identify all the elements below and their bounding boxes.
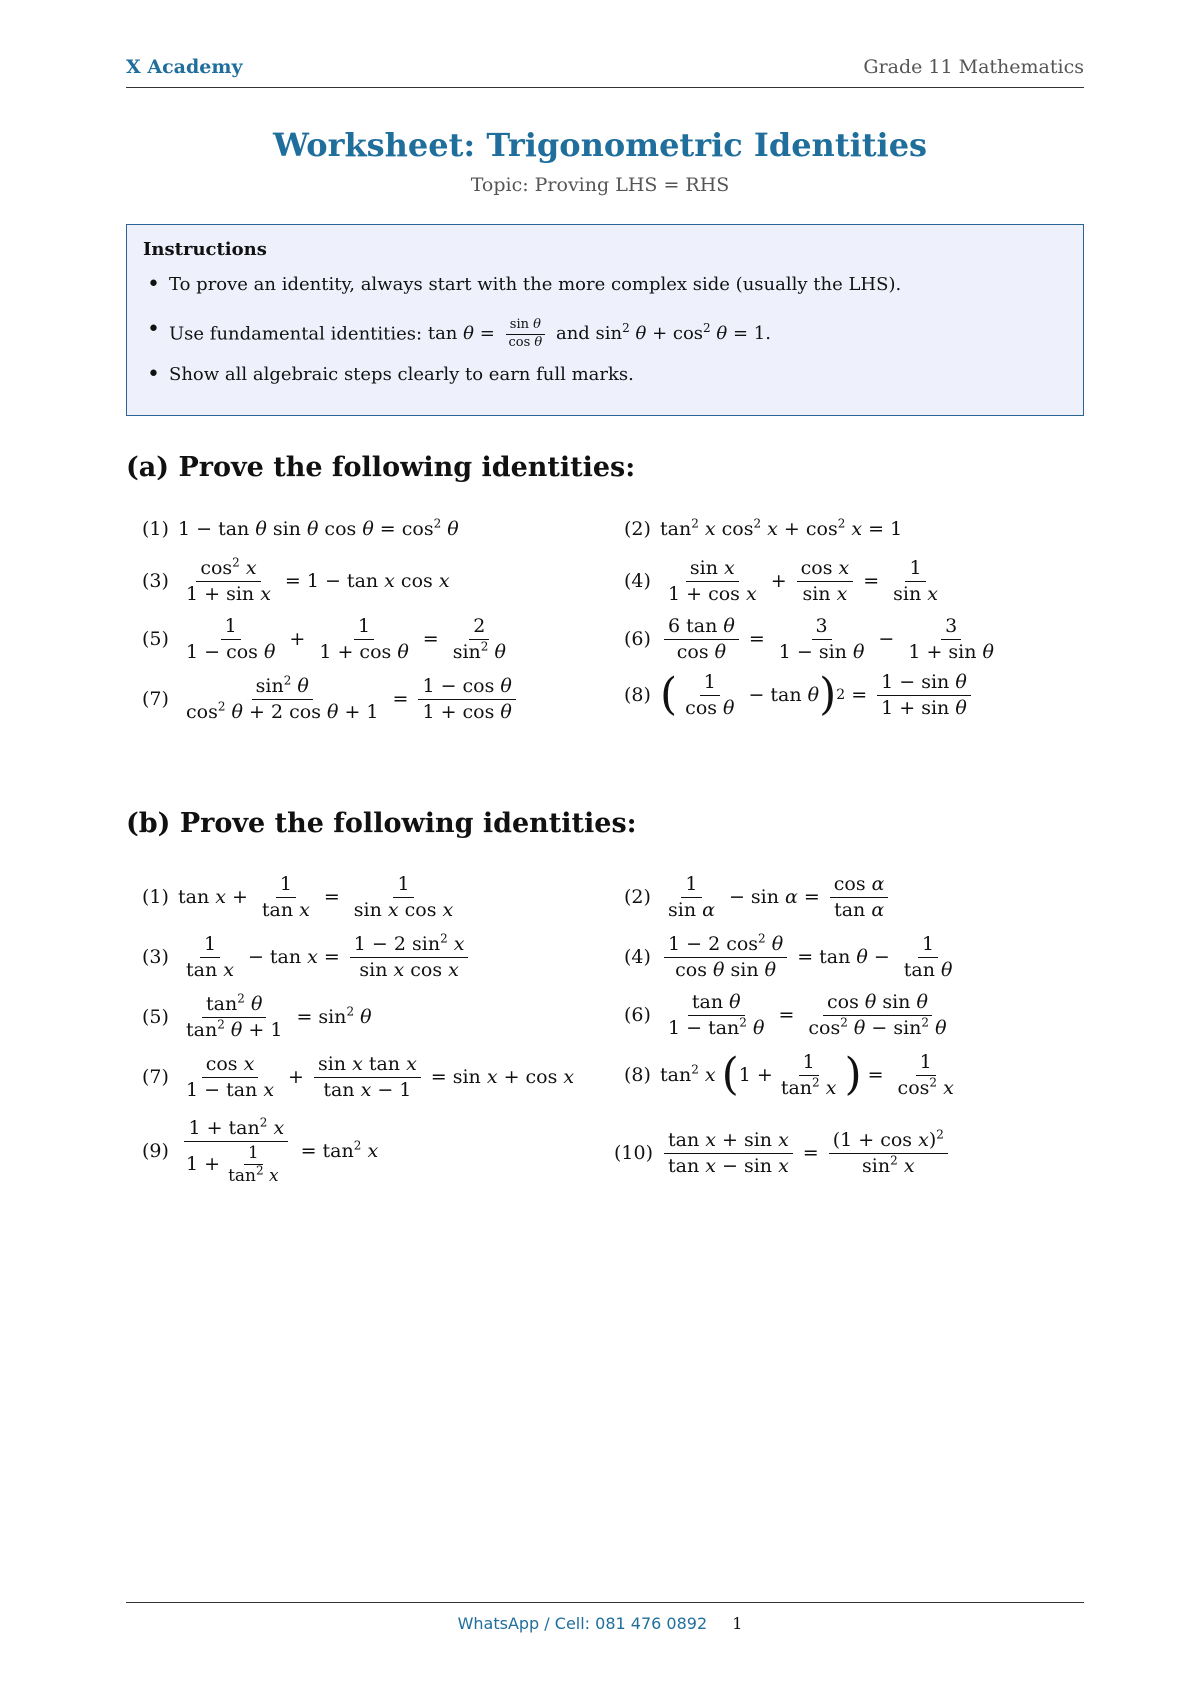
instructions-list [143,272,1067,407]
instruction-item [143,317,1067,362]
worksheet-title: Worksheet: Trigonometric Identities [272,126,928,164]
contact-info: WhatsApp / Cell: 081 476 0892 [457,1614,708,1633]
instruction-item: • To prove an identity, always start with the more complex side (usually the LHS). [143,272,1067,317]
section-b-title: (b) Prove the following identities: [126,808,637,839]
page-header [126,56,1084,88]
problem-a3: (3) $\frac{\cos^2 x}{\text{1 + sin x}}$ = 1 − tan x cos x [142,555,450,605]
problem-b1: (1) tan x + $\frac{1}{\text{tan x}}$ = $\frac{1}{\text{sin x cos x}}$ [142,873,454,921]
problem-b8: (8) $\tan^2 x$ ( 1 + $\frac{1}{\tan^2 x}$ ) = $\frac{1}{\cos^2 x}$ [624,1049,954,1101]
problem-b9: (9) $1 + \tan^2 x$ 1 + $\frac{1}{\tan^2 x}$ = $\tan^2 x$ [142,1115,379,1186]
problem-b5: (5) $\frac{\tan^2 \theta}{\tan^2 \theta + 1}$ = $\sin^2 \theta$ [142,991,372,1041]
instructions-box [126,224,1084,416]
problem-a4: (4) $\frac{\text{sin x}}{\text{1 + cos x}}$ + $\frac{\text{cos x}}{\text{sin x}}$ = $\frac{1}{\text{sin x}}$ [624,557,938,605]
instruction-item: • Show all algebraic steps clearly to earn full marks. [143,362,1067,407]
page-number: 1 [732,1614,743,1633]
problem-a2: (2) $\tan^2 x$ $\cos^2 x + \cos^2 x = 1$ [624,516,903,540]
problem-b3: (3) $\frac{1}{\text{tan x}}$ − tan x = $\frac{1 - 2 \sin^2 x}{\text{sin x cos x}}$ [142,932,472,982]
problem-a8: (8) ( $\frac{1}{\text{cos θ}}$ − tan θ ) 2 = $\frac{\text{1 − sin θ}}{\text{1 + sin θ}}$ [624,670,975,720]
instruction-item-text: Use fundamental identities: [169,323,423,345]
fundamental-identities-formula: tan θ = $\frac{\text{sin θ}}{\text{cos θ}}$ and $\sin^2 \theta + \cos^2 \theta = 1$. [427,317,771,350]
problem-b7: (7) $\frac{\text{cos x}}{\text{1 − tan x}}$ + $\frac{\text{sin x tan x}}{\text{tan x − 1}}$ = sin x + cos x [142,1053,575,1101]
instructions-title: Instructions [143,239,267,260]
problem-a7: (7) $\frac{\sin^2 \theta}{\cos^2 \theta + 2 \cos \theta + 1}$ = $\frac{\text{1 − cos θ}}{\text{1 + cos θ}}$ [142,674,520,724]
brand-name: X Academy [126,56,243,78]
footer-divider [126,1602,1084,1603]
page-footer [0,1614,1200,1633]
problem-b10: (10) $\frac{\text{tan x + sin x}}{\text{tan x − sin x}}$ = $\frac{(1 + \cos x)^2}{\sin^2 x}$ [614,1128,952,1178]
problem-a6: (6) $\frac{\text{6 tan θ}}{\text{cos θ}}$ = $\frac{3}{\text{1 − sin θ}}$ − $\frac{3}{\text{1 + sin θ}}$ [624,615,994,663]
section-a-title: (a) Prove the following identities: [126,452,636,483]
problem-b6: (6) $\frac{\text{tan θ}}{1 - \tan^2 \theta}$ = $\frac{\text{cos θ sin θ}}{\cos^2 \theta - \sin^2 \theta}$ [624,991,947,1039]
problem-a1: (1) 1 − tan θ sin θ $\cos \theta = \cos^2 \theta$ [142,516,459,540]
problem-b4: (4) $\frac{1 - 2 \cos^2 \theta}{\text{cos θ sin θ}}$ = tan θ − $\frac{1}{\text{tan θ}}$ [624,931,953,981]
problem-a5: (5) $\frac{1}{\text{1 − cos θ}}$ + $\frac{1}{\text{1 + cos θ}}$ = $\frac{2}{\sin^2 \theta}$ [142,615,506,663]
problem-b2: (2) $\frac{1}{\text{sin α}}$ − sin α = $\frac{\text{cos α}}{\text{tan α}}$ [624,872,892,922]
grade-label: Grade 11 Mathematics [863,56,1084,78]
worksheet-subtitle: Topic: Proving LHS = RHS [470,174,730,196]
